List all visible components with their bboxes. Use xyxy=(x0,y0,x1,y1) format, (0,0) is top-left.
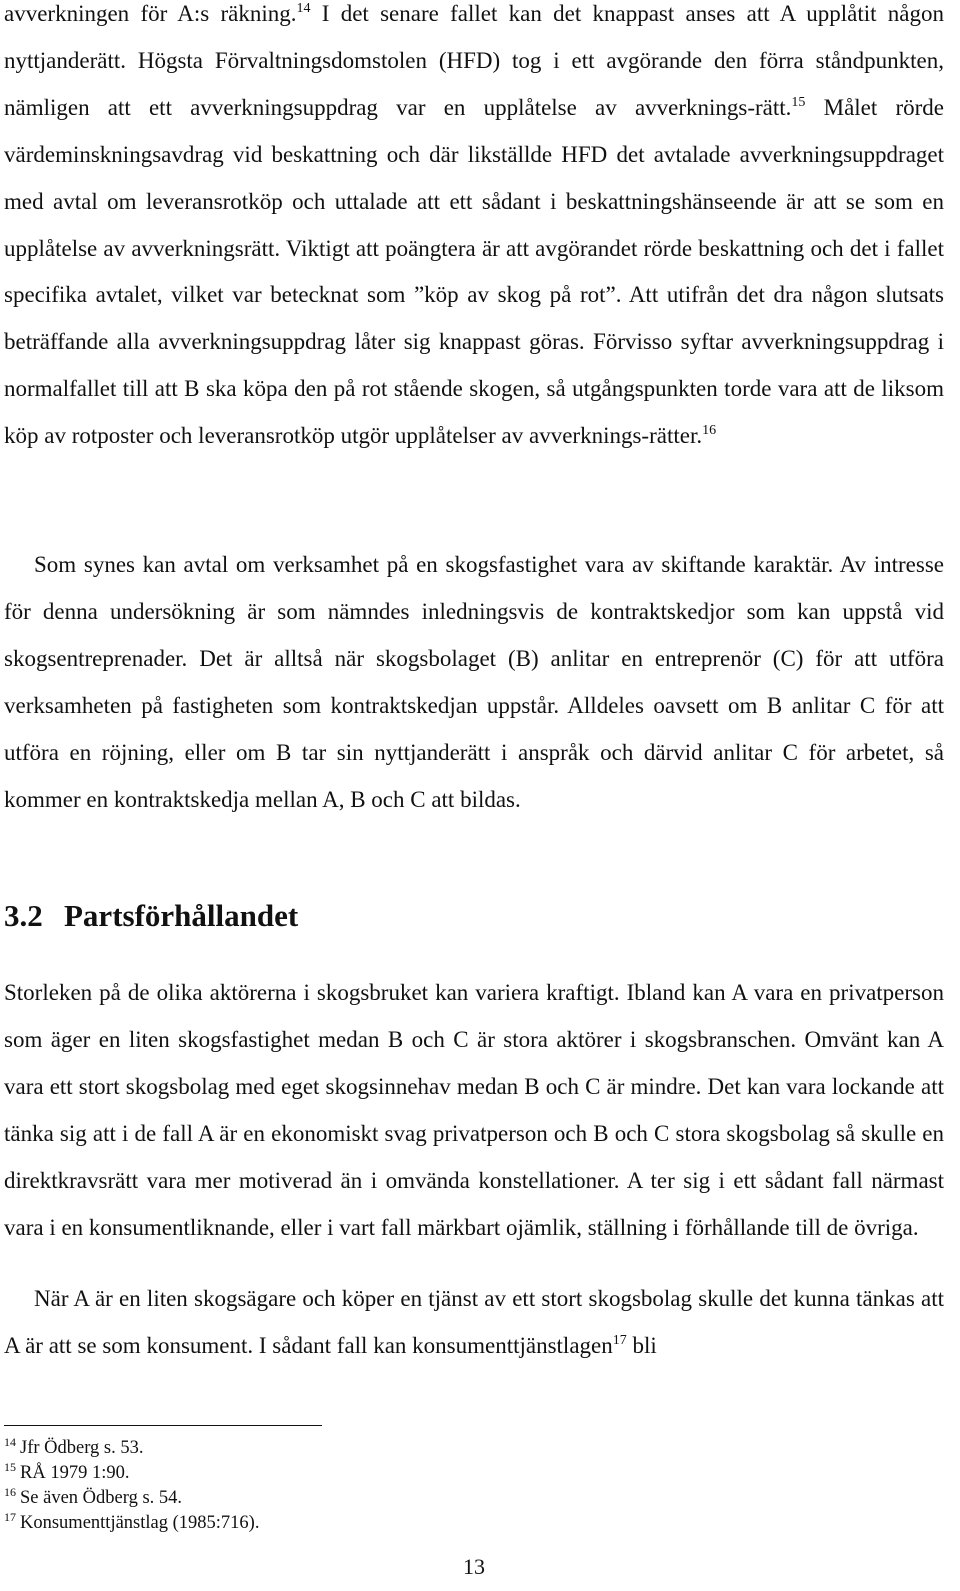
footnotes xyxy=(4,1436,259,1536)
page-number: 13 xyxy=(463,1554,485,1579)
footnote xyxy=(4,1461,259,1486)
footnote-text: Konsumenttjänstlag (1985:716). xyxy=(20,1513,260,1533)
footnote-number: 14 xyxy=(4,1435,16,1449)
footnote xyxy=(4,1436,259,1461)
body-paragraph xyxy=(4,970,944,1251)
text-run: avverkningen för A:s räkning. xyxy=(4,1,297,26)
body-paragraph xyxy=(4,542,944,823)
body-paragraph xyxy=(4,0,944,460)
section-title: Partsförhållandet xyxy=(64,898,299,933)
footnote-number: 17 xyxy=(4,1510,16,1524)
footnote-ref: 15 xyxy=(791,94,806,110)
footnote-ref: 14 xyxy=(296,1,311,16)
footnote-separator xyxy=(4,1425,322,1426)
footnote-text: Se även Ödberg s. 54. xyxy=(20,1488,183,1508)
footnote-number: 15 xyxy=(4,1460,16,1474)
section-number: 3.2 xyxy=(4,898,43,933)
text-run: Storleken på de olika aktörerna i skogsbruket kan variera kraftigt. Ibland kan A vara en privatperson som äger en liten skogsfastighet medan B och C är stora aktörer i skogsbranschen. Omvänt kan A vara ett stort skogsbolag med eget skogsinnehav medan B och C är mindre. Det kan vara lockande att tänka sig att i de fall A är en ekonomiskt svag privatperson och B och C stora skogsbolag så skulle en direktkravsrätt vara mer motiverad än i omvända konstellationer. A ter sig i ett sådant fall närmast vara i en konsumentliknande, eller i vart fall märkbart ojämlik, ställning i förhållande till de övriga. xyxy=(4,980,944,1240)
footnote-text: RÅ 1979 1:90. xyxy=(20,1463,130,1483)
body-paragraph xyxy=(4,1276,944,1370)
section-heading xyxy=(4,896,298,936)
text-run: Som synes kan avtal om verksamhet på en skogsfastighet vara av skiftande karaktär. Av intresse för denna undersökning är som nämndes inledningsvis de kontraktskedjor som kan uppstå vid skogsentreprenader. Det är alltså när skogsbolaget (B) anlitar en entreprenör (C) för att utföra verksamheten på fastigheten som kontraktskedjan uppstår. Alldeles oavsett om B anlitar C för att utföra en röjning, eller om B tar sin nyttjanderätt i anspråk och därvid anlitar C för arbetet, så kommer en kontraktskedja mellan A, B och C att bildas. xyxy=(4,552,944,812)
text-run: I det senare fallet kan det knappast anses att A upplåtit någon nyttjanderätt. Högsta Förvaltningsdomstolen (HFD) tog i ett avgörande den förra ståndpunkten, nämligen att ett avverkningsuppdrag var en upplåtelse av avverknings-rätt. xyxy=(4,1,944,120)
footnote xyxy=(4,1486,259,1511)
footnote-text: Jfr Ödberg s. 53. xyxy=(20,1438,144,1458)
footnote-ref: 16 xyxy=(702,423,717,439)
footnote xyxy=(4,1511,259,1536)
text-run: Målet rörde värdeminskningsavdrag vid beskattning och där likställde HFD det avtalade avverkningsuppdraget med avtal om leveransrotköp och uttalade att ett sådant i beskattningshänseende är att se som en upplåtelse av avverkningsrätt. Viktigt att poängtera är att avgörandet rörde beskattning och det i fallet specifika avtalet, vilket var betecknat som ”köp av skog på rot”. Att utifrån det dra någon slutsats beträffande alla avverkningsuppdrag låter sig knappast göras. Förvisso syftar avverkningsuppdrag i normalfallet till att B ska köpa den på rot stående skogen, så utgångspunkten torde vara att de liksom köp av rotposter och leveransrotköp utgör upplåtelser av avverknings-rätter. xyxy=(4,94,944,449)
text-run: bli xyxy=(626,1332,657,1358)
footnote-ref: 17 xyxy=(612,1332,627,1348)
text-run: När A är en liten skogsägare och köper en tjänst av ett stort skogsbolag skulle det kunna tänkas att A är att se som konsument. I sådant fall kan konsumenttjänstlagen xyxy=(4,1286,944,1358)
footnote-number: 16 xyxy=(4,1485,16,1499)
